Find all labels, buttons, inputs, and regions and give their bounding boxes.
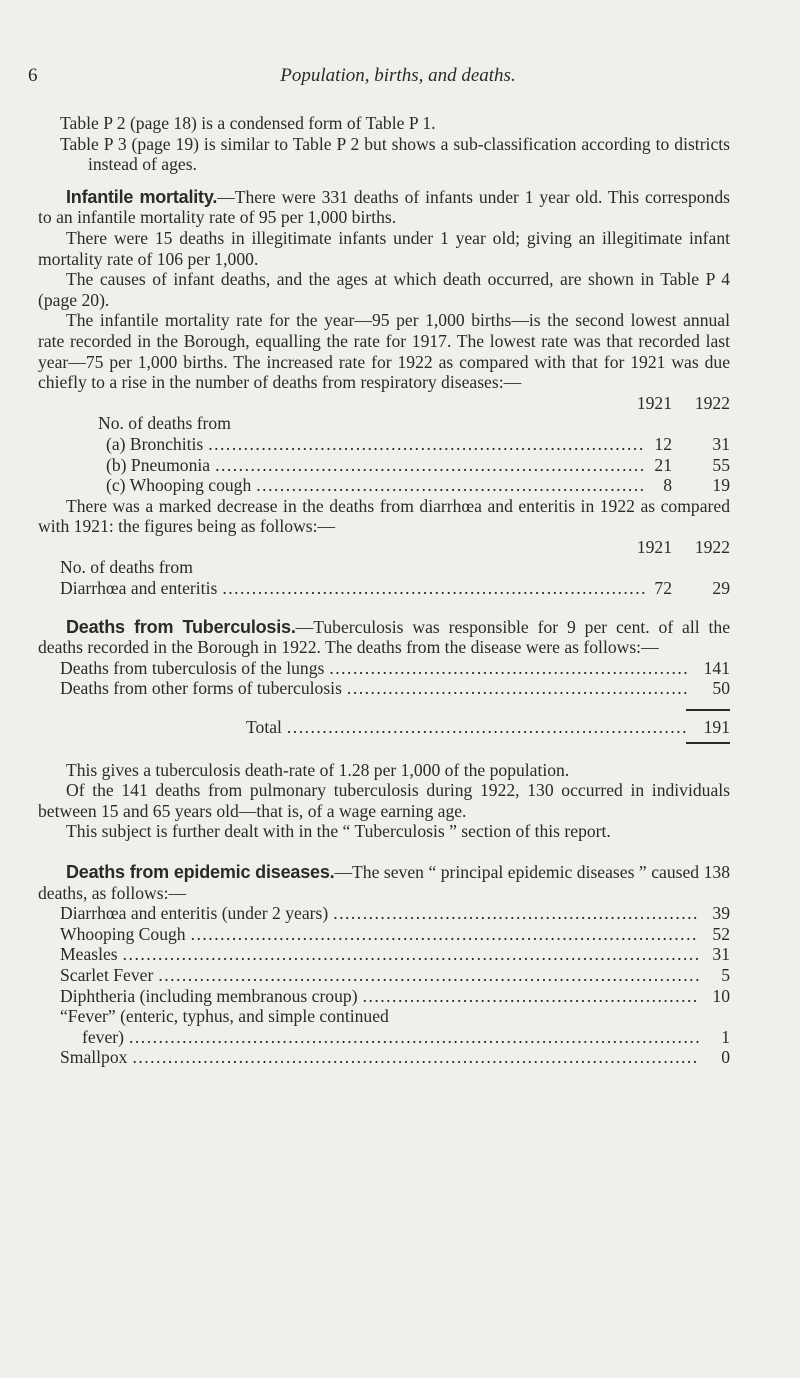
epidemic-heading: Deaths from epidemic diseases. xyxy=(66,862,335,882)
body-text xyxy=(38,113,730,1068)
table-row: Diphtheria (including membranous croup) ..... 10 xyxy=(60,986,730,1007)
infantile-paragraph-3: The causes of infant deaths, and the ages at which death occurred, are shown in Table P 4 (page 20). xyxy=(38,269,730,310)
respiratory-table xyxy=(38,393,730,496)
table-row: Diarrhœa and enteritis ..... 72 29 xyxy=(60,578,730,599)
table-row: (b) Pneumonia ..... 21 55 xyxy=(98,455,730,476)
respiratory-year-header xyxy=(98,393,730,414)
table-row: Diarrhœa and enteritis (under 2 years) ..... 39 xyxy=(60,903,730,924)
tuberculosis-table xyxy=(38,658,730,744)
table-row: Scarlet Fever ..... 5 xyxy=(60,965,730,986)
total-value: 191 xyxy=(703,717,730,738)
fever-line-1: “Fever” (enteric, typhus, and simple continued xyxy=(60,1006,389,1027)
diarrhoea-caption: No. of deaths from xyxy=(60,557,193,578)
infantile-paragraph-4: The infantile mortality rate for the year—95 per 1,000 births—is the second lowest annual rate recorded in the Borough, equalling the rate for 1917. The lowest rate was that recorded last year—75 per 1,000 births. The increased rate for 1922 as compared with that for 1921 was due chiefly to a rise in the number of deaths from respiratory diseases:— xyxy=(38,310,730,393)
table-row: Whooping Cough ..... 52 xyxy=(60,924,730,945)
table-row: fever) ..... 1 xyxy=(60,1027,730,1048)
respiratory-caption: No. of deaths from xyxy=(98,413,231,434)
tuberculosis-paragraph-3: Of the 141 deaths from pulmonary tuberculosis during 1922, 130 occurred in individuals between 15 and 65 years old—that is, of a wage earning age. xyxy=(38,780,730,821)
tuberculosis-heading: Deaths from Tuberculosis. xyxy=(66,616,296,637)
intro-paragraph-2: Table P 3 (page 19) is similar to Table P 2 but shows a sub-classification according to districts instead of ages. xyxy=(60,133,730,175)
running-header xyxy=(28,66,768,90)
epidemic-table xyxy=(38,903,730,1068)
year-1921: 1921 xyxy=(636,392,672,413)
tuberculosis-total-row xyxy=(60,717,730,738)
infantile-paragraph-5: There was a marked decrease in the deaths from diarrhœa and enteritis in 1922 as compared with 1921: the figures being as follows:— xyxy=(38,495,730,537)
tuberculosis-paragraph-2: This gives a tuberculosis death-rate of 1.28 per 1,000 of the population. xyxy=(66,759,570,780)
tuberculosis-paragraph-4: This subject is further dealt with in the “ Tuberculosis ” section of this report. xyxy=(66,821,611,842)
infantile-paragraph-2: There were 15 deaths in illegitimate infants under 1 year old; giving an illegitimate infant mortality rate of 106 per 1,000. xyxy=(38,227,730,269)
diarrhoea-table xyxy=(38,537,730,599)
total-label: Total xyxy=(246,717,282,738)
intro-paragraph-1: Table P 2 (page 18) is a condensed form of Table P 1. xyxy=(60,113,436,133)
table-row: (a) Bronchitis ..... 12 31 xyxy=(98,434,730,455)
infantile-heading: Infantile mortality. xyxy=(66,186,218,207)
table-row: Deaths from tuberculosis of the lungs ..... 141 xyxy=(60,658,730,679)
tuberculosis-paragraph-1: Deaths from Tuberculosis.—Tuberculosis was responsible for 9 per cent. of all the deaths recorded in the Borough in 1922. The deaths from the disease were as follows:— xyxy=(38,616,730,658)
diarrhoea-year-header: 1921 1922 xyxy=(636,536,730,557)
epidemic-paragraph-1: Deaths from epidemic diseases.—The seven “ principal epidemic diseases ” caused 138 deaths, as follows:— xyxy=(38,862,731,903)
running-title: Population, births, and deaths. xyxy=(280,65,516,86)
table-row: Deaths from other forms of tuberculosis ..... 50 xyxy=(60,678,730,699)
infantile-paragraph-1: Infantile mortality.—There were 331 deaths of infants under 1 year old. This corresponds to an infantile mortality rate of 95 per 1,000 births. xyxy=(38,186,730,228)
page-number: 6 xyxy=(28,65,38,86)
table-row: Smallpox ..... 0 xyxy=(60,1047,730,1068)
year-1922: 1922 xyxy=(694,392,730,413)
table-row: (c) Whooping cough ..... 8 19 xyxy=(98,475,730,496)
table-row: Measles ..... 31 xyxy=(60,944,730,965)
